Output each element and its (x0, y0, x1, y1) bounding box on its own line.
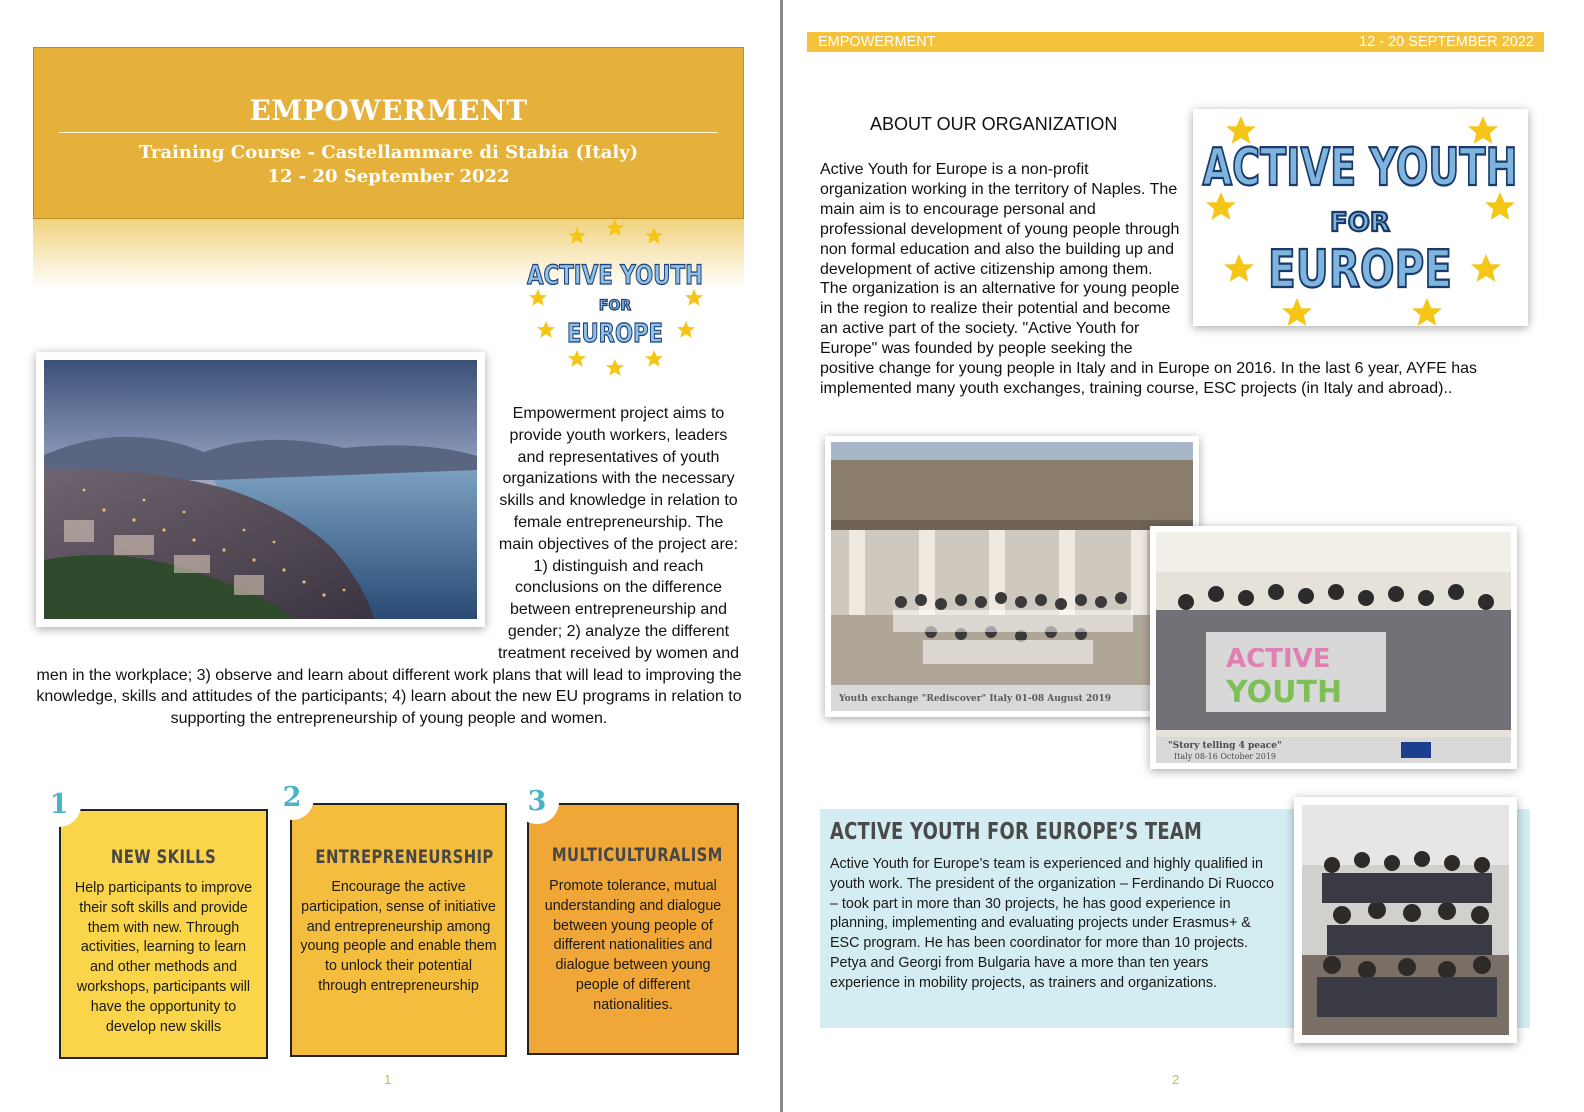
photo1-caption: Youth exchange "Rediscover" Italy 01-08 August 2019 (839, 694, 1112, 704)
header-banner (33, 47, 744, 219)
team-heading: ACTIVE YOUTH FOR EUROPE’S TEAM (830, 819, 1203, 845)
team-text: Active Youth for Europe’s team is experienced and highly qualified in youth work. The president of the organization – Ferdinando Di Ruocco – took part in more than 30 projects, he has good experience in planning, implementing and evaluating projects under Erasmus+ & ESC program. He has been coordinator for more than 10 projects. Petya and Georgi from Bulgaria have a more than ten years experience in mobility projects, as trainers and organizations. (830, 856, 1274, 991)
page-2 (783, 0, 1584, 1112)
card-new-skills (59, 809, 268, 1059)
photo2-caption-2: Italy 08-16 October 2019 (1174, 752, 1277, 761)
card-title: MULTICULTURALISM (551, 844, 723, 866)
card-body: Promote tolerance, mutual understanding and dialogue between young people of different nationalities and dialogue between young people of different nationalities. (544, 878, 722, 1013)
running-header-dates: 12 - 20 SEPTEMBER 2022 (1359, 34, 1534, 50)
card-number-3: 3 (515, 780, 559, 824)
ayfe-logo-small (520, 218, 710, 380)
photo2-caption-1: "Story telling 4 peace" (1168, 741, 1282, 751)
card-body: Encourage the active participation, sense of initiative and entrepreneurship among young people and enable them to unlock their potential through entrepreneurship (300, 879, 497, 994)
card-entrepreneurship (290, 803, 507, 1057)
group-photo-storytelling (1150, 526, 1517, 769)
running-header (807, 32, 1544, 52)
page-number: 1 (384, 1072, 392, 1087)
team-photo (1294, 797, 1517, 1043)
card-title: ENTREPRENEURSHIP (315, 846, 494, 868)
logo-line3: EUROPE (1268, 240, 1452, 300)
card-title: NEW SKILLS (110, 846, 217, 868)
svg-text:ACTIVE: ACTIVE (1226, 644, 1331, 674)
ayfe-logo-large (1193, 109, 1528, 326)
card-number-1: 1 (37, 783, 81, 827)
intro-text: Empowerment project aims to provide youth workers, leaders and representatives of youth organizations with the necessary skills and knowledge in relation to female entrepreneurship. The main objectives of the project are: 1) distinguish and reach conclusions on the difference between entrepreneurship and gender; 2) analyze the different treatment received by women and men in the workplace; 3) observe and learn about different work plans that will lead to improving the knowledge, skills and attitudes of the participants; 4) learn about the new EU programs in relation to supporting the entrepreneurship of young people and women. (36, 405, 742, 728)
logo-line2: FOR (1330, 208, 1390, 238)
about-heading: ABOUT OUR ORGANIZATION (870, 114, 1118, 134)
group-photo-rediscover (825, 436, 1199, 717)
svg-text:YOUTH: YOUTH (1226, 675, 1343, 710)
logo-line3: EUROPE (567, 319, 663, 349)
card-number-2: 2 (270, 776, 314, 820)
card-multiculturalism (527, 803, 739, 1055)
card-body: Help participants to improve their soft skills and provide them with new. Through activities, learning to learn and other methods and workshops, participants will have the opportunity to develop new skills (74, 880, 253, 1035)
page-1 (0, 0, 781, 1112)
header-dates: 12 - 20 September 2022 (267, 166, 510, 187)
running-header-title: EMPOWERMENT (818, 34, 936, 50)
header-subtitle: Training Course - Castellammare di Stabia (Italy) (138, 142, 639, 163)
about-text: Active Youth for Europe is a non-profit organization working in the territory of Naples. The main aim is to encourage personal and professional development of young people through non formal education and also the building up and development of active citizenship among them. The organization is an alternative for young people in the region to realize their potential and become an active part of the society. "Active Youth for Europe" was founded by people seeking the positive change for young people in Italy and in Europe on 2016. In the last 6 year, AYFE has implemented many youth exchanges, training course, ESC projects (in Italy and abroad).. (820, 161, 1478, 397)
logo-line1: ACTIVE YOUTH (1202, 138, 1518, 198)
header-divider (59, 132, 718, 133)
logo-line1: ACTIVE YOUTH (527, 260, 703, 291)
page-number: 2 (1172, 1072, 1180, 1087)
header-title: EMPOWERMENT (249, 94, 528, 127)
logo-line2: FOR (598, 298, 632, 314)
intro-paragraph (36, 403, 742, 730)
